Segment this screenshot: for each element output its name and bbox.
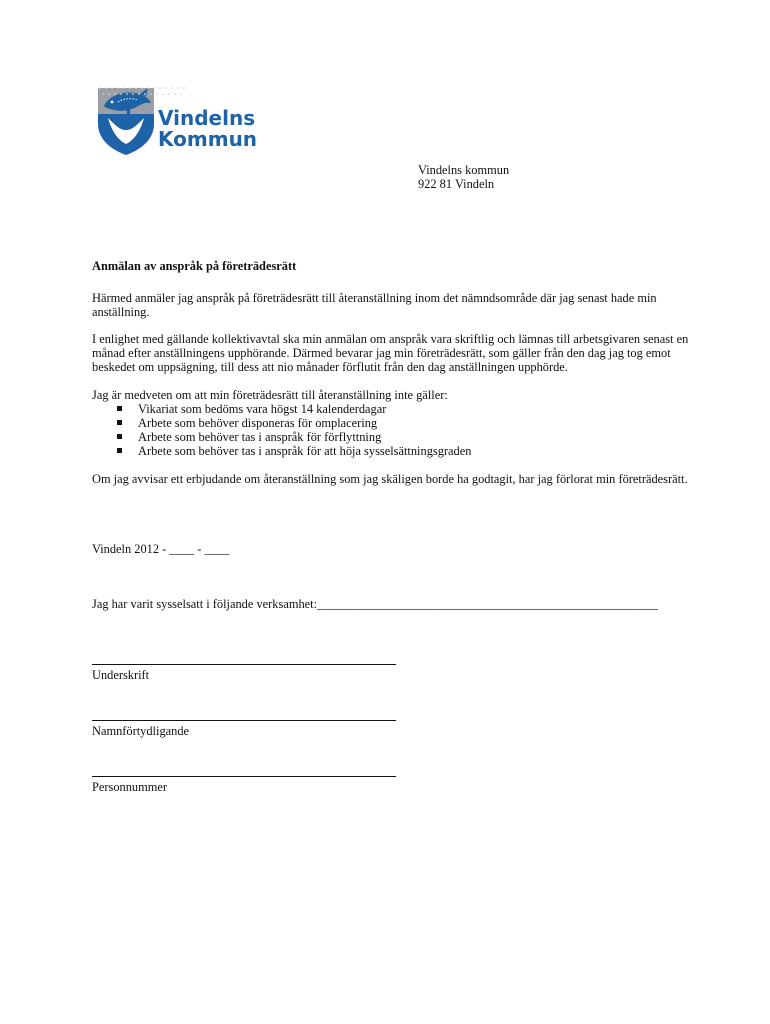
personal-number-line[interactable] xyxy=(92,776,396,777)
employment-field[interactable]: Jag har varit sysselsatt i följande verksamhet:_______________________________________________________ xyxy=(92,597,658,611)
document-body xyxy=(92,259,692,486)
paragraph-rejection: Om jag avvisar ett erbjudande om återanställning som jag skäligen borde ha godtagit, har jag förlorat min företrädesrätt. xyxy=(92,472,688,486)
dotted-pattern xyxy=(96,84,196,98)
bullet-icon xyxy=(117,420,122,425)
list-item: Arbete som behöver tas i anspråk för att höja sysselsättningsgraden xyxy=(92,444,471,458)
date-field[interactable]: Vindeln 2012 - ____ - ____ xyxy=(92,542,230,556)
list-item: Vikariat som bedöms vara högst 14 kalenderdagar xyxy=(92,402,471,416)
name-clarification-block xyxy=(92,720,396,738)
bullet-icon xyxy=(117,406,122,411)
address-line-2: 922 81 Vindeln xyxy=(418,177,495,191)
logo-line-1: Vindelns xyxy=(158,106,256,130)
exceptions-list xyxy=(92,402,471,458)
paragraph-exceptions-intro: Jag är medveten om att min företrädesrätt till återanställning inte gäller: xyxy=(92,388,448,402)
bullet-icon xyxy=(117,448,122,453)
logo-line-2: Kommun xyxy=(158,127,258,151)
list-item: Arbete som behöver disponeras för omplacering xyxy=(92,416,471,430)
logo-wordmark xyxy=(158,108,257,150)
bullet-icon xyxy=(117,434,122,439)
paragraph-claim: Härmed anmäler jag anspråk på företrädesrätt till återanställning inom det nämndsområde där jag senast hade min anställning. xyxy=(92,291,657,319)
municipality-logo xyxy=(96,84,266,156)
signature-block xyxy=(92,664,396,682)
address-line-1: Vindelns kommun xyxy=(418,163,510,177)
document-title: Anmälan av anspråk på företrädesrätt xyxy=(92,259,297,273)
signature-line[interactable] xyxy=(92,664,396,665)
personal-number-block xyxy=(92,776,396,794)
name-clarification-label: Namnförtydligande xyxy=(92,724,190,738)
name-clarification-line[interactable] xyxy=(92,720,396,721)
signature-label: Underskrift xyxy=(92,668,150,682)
list-item: Arbete som behöver tas i anspråk för förflyttning xyxy=(92,430,471,444)
recipient-address xyxy=(418,163,509,191)
personal-number-label: Personnummer xyxy=(92,780,168,794)
paragraph-agreement: I enlighet med gällande kollektivavtal ska min anmälan om anspråk vara skriftlig och lämnas till arbetsgivaren senast en månad efter anställningens upphörande. Därmed bevarar jag min företrädesrätt, som gäller från den dag jag tog emot beskedet om uppsägning, till dess att nio månader förflutit från den dag anställningen upphörde. xyxy=(92,332,689,374)
